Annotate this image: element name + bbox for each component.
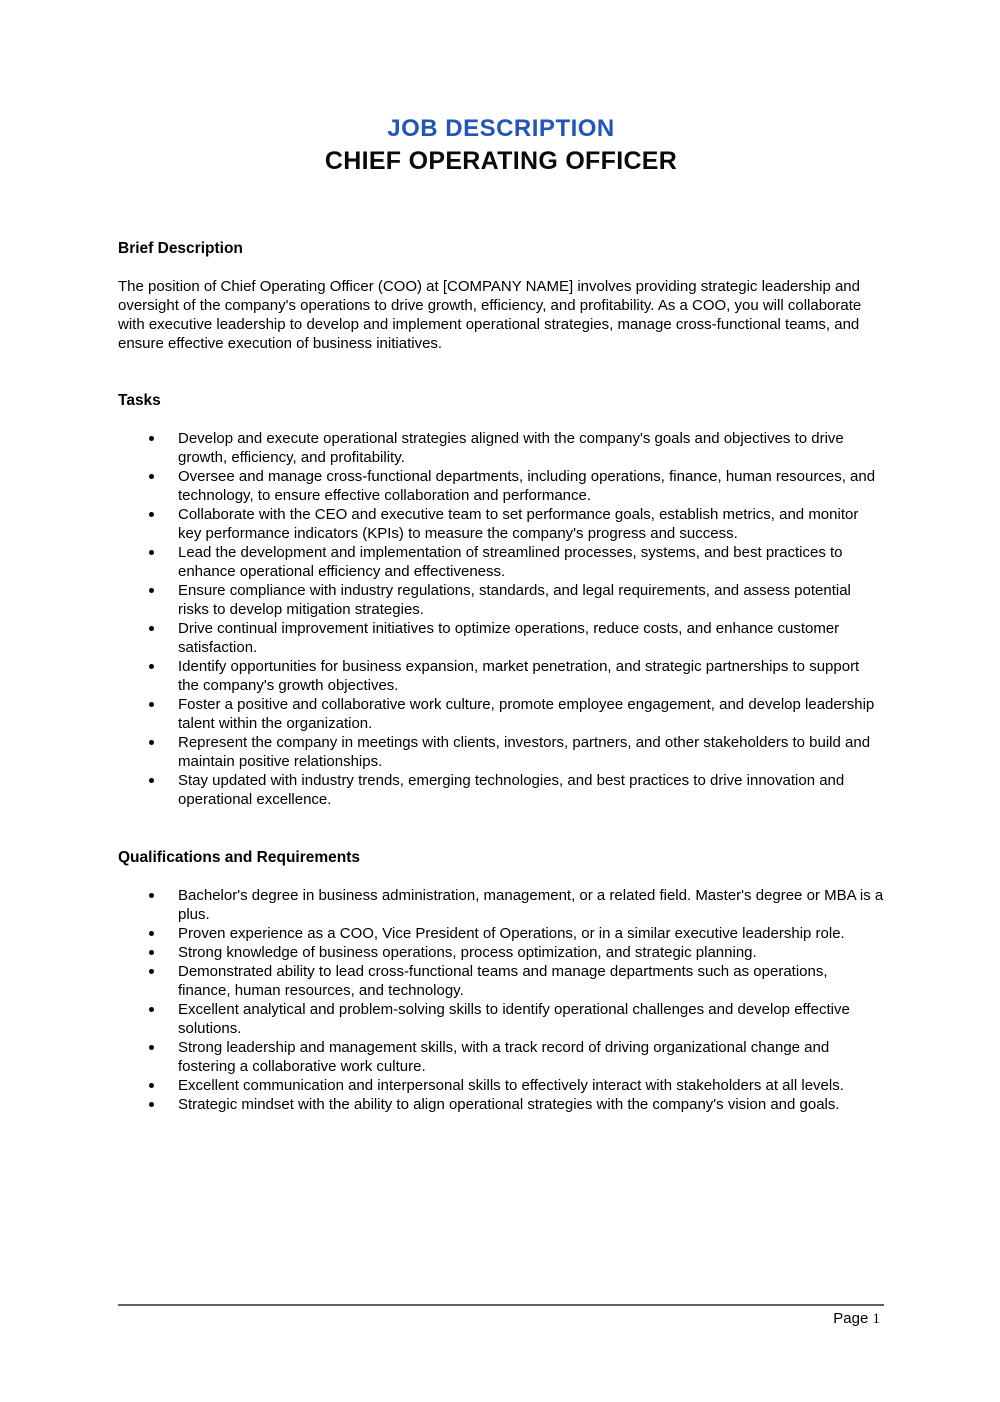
page-number — [118, 1309, 884, 1329]
task-item: Represent the company in meetings with clients, investors, partners, and other stakeholders to build and maintain positive relationships. — [178, 733, 884, 771]
task-item: Ensure compliance with industry regulations, standards, and legal requirements, and assess potential risks to develop mitigation strategies. — [178, 581, 884, 619]
task-item: Lead the development and implementation of streamlined processes, systems, and best practices to enhance operational efficiency and effectiveness. — [178, 543, 884, 581]
task-item: Stay updated with industry trends, emerging technologies, and best practices to drive innovation and operational excellence. — [178, 771, 884, 809]
brief-description-paragraph: The position of Chief Operating Officer (COO) at [COMPANY NAME] involves providing strategic leadership and oversight of the company's operations to drive growth, efficiency, and profitability. As a COO, you will collaborate with executive leadership to develop and implement operational strategies, manage cross-functional teams, and ensure effective execution of business initiatives. — [118, 278, 862, 352]
task-item: Oversee and manage cross-functional departments, including operations, finance, human resources, and technology, to ensure effective collaboration and performance. — [178, 467, 884, 505]
qualifications-list — [118, 886, 884, 1114]
section-tasks — [118, 391, 884, 809]
task-item: Develop and execute operational strategies aligned with the company's goals and objectives to drive growth, efficiency, and profitability. — [178, 429, 884, 467]
qualification-item: Excellent communication and interpersonal skills to effectively interact with stakeholders at all levels. — [178, 1076, 884, 1095]
qualification-item: Demonstrated ability to lead cross-functional teams and manage departments such as operations, finance, human resources, and technology. — [178, 962, 884, 1000]
qualification-item: Excellent analytical and problem-solving skills to identify operational challenges and develop effective solutions. — [178, 1000, 884, 1038]
brief-description-heading: Brief Description — [118, 240, 243, 257]
task-item: Foster a positive and collaborative work culture, promote employee engagement, and develop leadership talent within the organization. — [178, 695, 884, 733]
qualification-item: Proven experience as a COO, Vice President of Operations, or in a similar executive leadership role. — [178, 924, 884, 943]
task-item: Identify opportunities for business expansion, market penetration, and strategic partnerships to support the company's growth objectives. — [178, 657, 884, 695]
document-kicker: JOB DESCRIPTION — [387, 115, 615, 142]
document-page — [0, 112, 1000, 1402]
task-item: Drive continual improvement initiatives to optimize operations, reduce costs, and enhance customer satisfaction. — [178, 619, 884, 657]
section-qualifications — [118, 848, 884, 1114]
tasks-heading: Tasks — [118, 392, 161, 409]
qualification-item: Bachelor's degree in business administration, management, or a related field. Master's degree or MBA is a plus. — [178, 887, 884, 923]
footer-divider — [118, 1304, 884, 1306]
tasks-list — [118, 429, 884, 809]
qualification-item: Strong knowledge of business operations, process optimization, and strategic planning. — [178, 943, 884, 962]
page-number-value: 1 — [872, 1311, 880, 1327]
page-footer — [118, 1304, 884, 1329]
qualifications-heading: Qualifications and Requirements — [118, 849, 361, 866]
task-item: Collaborate with the CEO and executive team to set performance goals, establish metrics, and monitor key performance indicators (KPIs) to measure the company's progress and success. — [178, 505, 884, 543]
page-number-label: Page — [833, 1310, 869, 1327]
page-title: CHIEF OPERATING OFFICER — [324, 147, 678, 175]
qualification-item: Strong leadership and management skills, with a track record of driving organizational change and fostering a collaborative work culture. — [178, 1038, 884, 1076]
qualification-item: Strategic mindset with the ability to align operational strategies with the company's vision and goals. — [178, 1095, 884, 1114]
section-brief-description — [118, 239, 884, 353]
document-header — [118, 112, 884, 178]
